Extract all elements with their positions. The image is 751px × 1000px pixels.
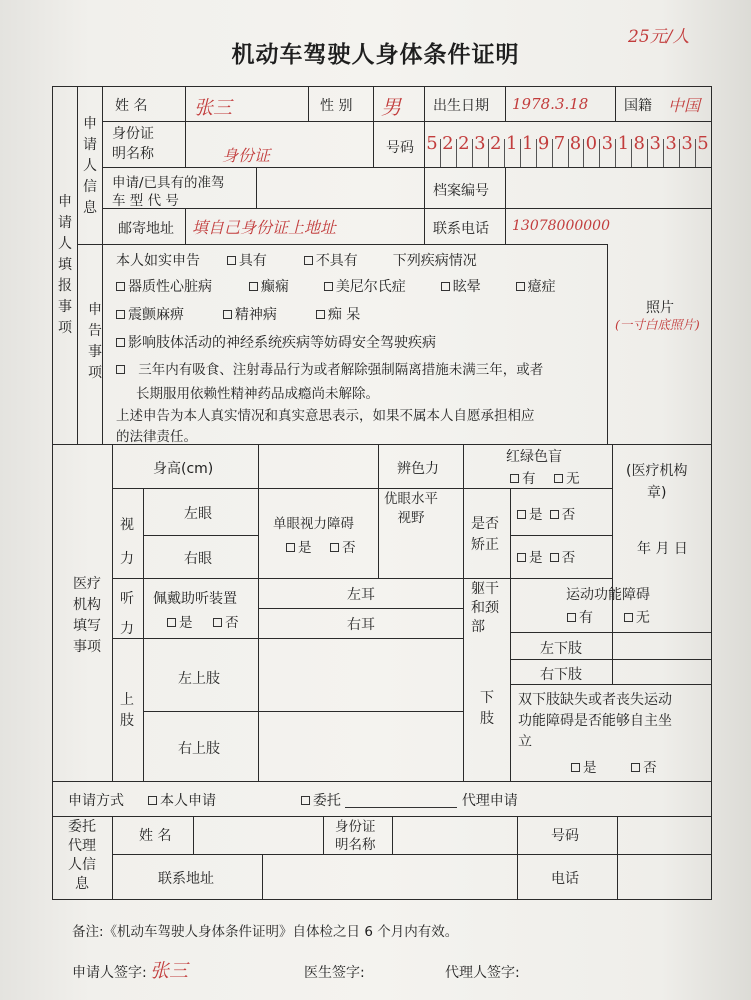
motor-no-checkbox[interactable] [624, 613, 633, 622]
id-digit-divider [504, 139, 505, 167]
vision-label: 视力 [120, 517, 134, 567]
left-upper-label: 左上肢 [178, 671, 220, 687]
application-method-label: 申请方式 [68, 793, 124, 809]
declaration-intro-suffix: 下列疾病情况 [392, 253, 477, 269]
disease-checkbox[interactable] [116, 282, 125, 291]
applicant-signature: 张三 [150, 960, 189, 982]
nationality-value[interactable]: 中国 [668, 96, 701, 115]
id-digit[interactable]: 2 [458, 133, 470, 154]
birth-label: 出生日期 [433, 98, 489, 114]
left-lower-label: 左下肢 [540, 641, 582, 657]
both-lower-line3: 立 [518, 734, 532, 750]
doctor-sign-label: 医生签字: [304, 965, 365, 981]
disease-tremor: 震颤麻痹 [128, 307, 184, 323]
id-digit-divider [695, 139, 696, 167]
disease-checkbox[interactable] [223, 310, 232, 319]
drug-item-line2: 长期服用依赖性精神药品成瘾尚未解除。 [136, 386, 379, 402]
motor-yes: 有 [579, 610, 593, 626]
id-digit[interactable]: 8 [633, 133, 645, 154]
disease-meniere: 美尼尔氏症 [335, 279, 406, 295]
disease-row-4 [116, 358, 543, 378]
gender-label: 性 别 [320, 98, 353, 114]
color-blind-label: 红绿色盲 [506, 449, 562, 465]
id-digit-divider [583, 139, 584, 167]
id-digit[interactable]: 7 [553, 133, 566, 154]
disease-limb: 影响肢体活动的神经系统疾病等妨碍安全驾驶疾病 [128, 335, 436, 351]
mono-yes-checkbox[interactable] [286, 543, 295, 552]
id-digit[interactable]: 1 [617, 133, 630, 154]
color-blind-yes: 有 [522, 471, 536, 487]
id-digit[interactable]: 3 [601, 133, 614, 154]
both-lower-line1: 双下肢缺失或者丧失运动 [518, 692, 672, 708]
corrected-left-no-checkbox[interactable] [550, 510, 559, 519]
hearing-aid-yes-checkbox[interactable] [167, 618, 176, 627]
declaration-label: 申告事项 [88, 302, 102, 381]
agent-phone-label: 电话 [551, 871, 579, 887]
right-lower-label: 右下肢 [540, 667, 582, 683]
height-label: 身高(cm) [153, 461, 214, 477]
left-eye-label: 左眼 [184, 506, 212, 522]
seal-label: (医疗机构 章) [626, 463, 688, 501]
disease-vertigo: 眩晕 [452, 279, 481, 295]
corrected-label: 是否 矫正 [471, 516, 499, 553]
id-digit-divider [631, 139, 632, 167]
id-digit[interactable]: 3 [649, 133, 661, 154]
hearing-aid-options [167, 611, 239, 631]
address-value[interactable]: 填自己身份证上地址 [192, 218, 337, 237]
corrected-right-yes: 是 [529, 550, 543, 566]
disease-dementia: 痴 呆 [327, 307, 361, 323]
both-lower-no-checkbox[interactable] [631, 763, 640, 772]
id-digit-divider [568, 139, 569, 167]
both-lower-no: 否 [643, 760, 657, 776]
id-digit[interactable]: 3 [474, 133, 486, 154]
both-lower-yes-checkbox[interactable] [571, 763, 580, 772]
agent-id-type-label: 身份证 明名称 [335, 819, 376, 853]
agent-number-label: 号码 [551, 828, 579, 844]
id-digit[interactable]: 8 [569, 133, 582, 154]
mono-vision-label: 单眼视力障碍 [273, 516, 354, 532]
corrected-right-yes-checkbox[interactable] [517, 553, 526, 562]
footer-note: 备注:《机动车驾驶人身体条件证明》自体检之日 6 个月内有效。 [72, 924, 459, 940]
id-digit[interactable]: 5 [426, 133, 438, 154]
not-have-label: 不具有 [315, 253, 358, 269]
left-ear-label: 左耳 [347, 587, 375, 603]
color-blind-no: 无 [566, 471, 580, 487]
applicant-section-label: 申请人填报事项 [58, 194, 72, 336]
date-label: 年 月 日 [637, 541, 688, 557]
entrust-checkbox[interactable] [301, 796, 310, 805]
disease-checkbox[interactable] [116, 338, 125, 347]
id-digit-divider [536, 139, 537, 167]
color-label: 辨色力 [397, 461, 439, 477]
hearing-aid-label: 佩戴助听装置 [153, 591, 237, 607]
nationality-label: 国籍 [624, 98, 652, 114]
id-digit[interactable]: 1 [505, 133, 518, 154]
agent-section-label: 委托代理人信息 [68, 819, 96, 892]
color-blind-no-checkbox[interactable] [554, 474, 563, 483]
corrected-right-no-checkbox[interactable] [550, 553, 559, 562]
corrected-right-options [517, 546, 575, 566]
license-label-line1: 申请/已具有的准驾 [112, 175, 225, 191]
id-digit[interactable]: 5 [697, 133, 709, 154]
corrected-right-no: 否 [561, 550, 576, 566]
visual-field-label: 优眼水平 视野 [384, 491, 438, 526]
right-upper-label: 右上肢 [178, 741, 220, 757]
self-apply-checkbox[interactable] [148, 796, 157, 805]
id-digit[interactable]: 1 [521, 133, 534, 154]
corrected-left-yes: 是 [529, 507, 543, 523]
both-lower-options [571, 756, 657, 776]
id-digit[interactable]: 3 [681, 133, 693, 154]
fee-note: 25元/人 [628, 27, 690, 47]
disease-checkbox[interactable] [441, 282, 450, 291]
mono-no-checkbox[interactable] [330, 543, 339, 552]
id-digit-divider [615, 139, 616, 167]
disease-row-2 [116, 304, 360, 324]
id-digit[interactable]: 2 [490, 133, 502, 154]
both-lower-line2: 功能障碍是否能够自主坐 [518, 713, 672, 729]
disease-row-3 [116, 332, 436, 352]
corrected-left-no: 否 [561, 507, 576, 523]
disease-mental: 精神病 [234, 307, 277, 323]
disease-heart: 器质性心脏病 [128, 279, 212, 295]
applicant-info-label: 申请人信息 [83, 116, 97, 216]
right-eye-label: 右眼 [184, 551, 212, 567]
entrust-blank[interactable] [345, 807, 457, 808]
have-label: 具有 [238, 253, 267, 269]
mono-no: 否 [342, 540, 356, 556]
both-lower-yes: 是 [583, 760, 597, 776]
id-digit-divider [440, 139, 441, 167]
agent-sign-label: 代理人签字: [445, 965, 520, 981]
agent-name-label: 姓 名 [139, 828, 172, 844]
disease-checkbox[interactable] [116, 365, 125, 374]
statement-line2: 的法律责任。 [116, 429, 197, 445]
mono-vision-options [286, 536, 356, 556]
phone-label: 联系电话 [433, 221, 489, 237]
corrected-left-yes-checkbox[interactable] [517, 510, 526, 519]
id-digit[interactable]: 9 [537, 133, 550, 154]
have-checkbox[interactable] [227, 256, 236, 265]
applicant-sign-label: 申请人签字: [72, 965, 147, 981]
drug-item-line1: 三年内有吸食、注射毒品行为或者解除强制隔离措施未满三年，或者 [138, 362, 544, 378]
id-digit-divider [679, 139, 680, 167]
id-digit[interactable]: 0 [585, 133, 598, 154]
id-digit-divider [552, 139, 553, 167]
name-value[interactable]: 张三 [194, 97, 233, 119]
agent-apply-label: 代理申请 [461, 793, 518, 809]
address-label: 邮寄地址 [118, 221, 174, 237]
disease-checkbox[interactable] [116, 310, 125, 319]
id-type-label: 身份证 明名称 [112, 126, 154, 162]
medical-section-label: 医疗机构填写事项 [73, 576, 101, 655]
disease-epilepsy: 癫痫 [260, 279, 289, 295]
statement-line1: 上述申告为本人真实情况和真实意思表示，如果不属本人自愿承担相应 [116, 408, 535, 424]
not-have-checkbox[interactable] [304, 256, 313, 265]
declaration-intro [116, 250, 477, 270]
motor-label: 运动功能障碍 [566, 587, 650, 603]
entrust-label: 委托 [312, 793, 341, 809]
id-digit-divider [488, 139, 489, 167]
id-digit[interactable]: 2 [442, 133, 454, 154]
gender-value[interactable]: 男 [381, 95, 401, 119]
upper-limb-label: 上肢 [120, 692, 134, 729]
form-title: 机动车驾驶人身体条件证明 [231, 42, 520, 68]
id-digit-divider [663, 139, 664, 167]
disease-checkbox[interactable] [516, 282, 525, 291]
id-digit-divider [599, 139, 600, 167]
motor-options [567, 607, 650, 627]
disease-row-1 [116, 276, 556, 296]
hearing-aid-no-checkbox[interactable] [213, 618, 222, 627]
agent-address-label: 联系地址 [158, 871, 214, 887]
id-type-value[interactable]: 身份证 [222, 146, 271, 165]
phone-value[interactable]: 13078000000 [512, 218, 610, 234]
lower-limb-label: 下肢 [480, 690, 494, 727]
motor-no: 无 [635, 610, 650, 626]
id-digit-divider [456, 139, 457, 167]
declaration-intro-prefix: 本人如实申告 [116, 253, 200, 269]
license-label-line2: 车 型 代 号 [112, 193, 179, 209]
disease-hysteria: 癔症 [527, 279, 556, 295]
id-digit-divider [472, 139, 473, 167]
id-digit-divider [520, 139, 521, 167]
id-number-label: 号码 [386, 140, 414, 156]
name-label: 姓 名 [115, 98, 148, 114]
photo-label: 照片 [646, 300, 674, 316]
birth-value[interactable]: 1978.3.18 [512, 95, 589, 113]
corrected-left-options [517, 503, 575, 523]
id-digit[interactable]: 3 [665, 133, 677, 154]
disease-checkbox[interactable] [324, 282, 333, 291]
trunk-label: 躯干 和颈 部 [471, 581, 499, 635]
right-ear-label: 右耳 [347, 617, 375, 633]
id-digit-divider [647, 139, 648, 167]
mono-yes: 是 [298, 540, 312, 556]
file-number-label: 档案编号 [433, 183, 489, 199]
motor-yes-checkbox[interactable] [567, 613, 576, 622]
hearing-aid-no: 否 [225, 615, 239, 631]
self-apply-label: 本人申请 [160, 793, 216, 809]
color-blind-options [510, 467, 580, 487]
color-blind-yes-checkbox[interactable] [510, 474, 519, 483]
hearing-aid-yes: 是 [179, 615, 193, 631]
hearing-label: 听力 [120, 591, 134, 637]
disease-checkbox[interactable] [249, 282, 258, 291]
disease-checkbox[interactable] [316, 310, 325, 319]
application-method-options [148, 790, 518, 810]
photo-note: (一寸白底照片) [615, 317, 700, 332]
